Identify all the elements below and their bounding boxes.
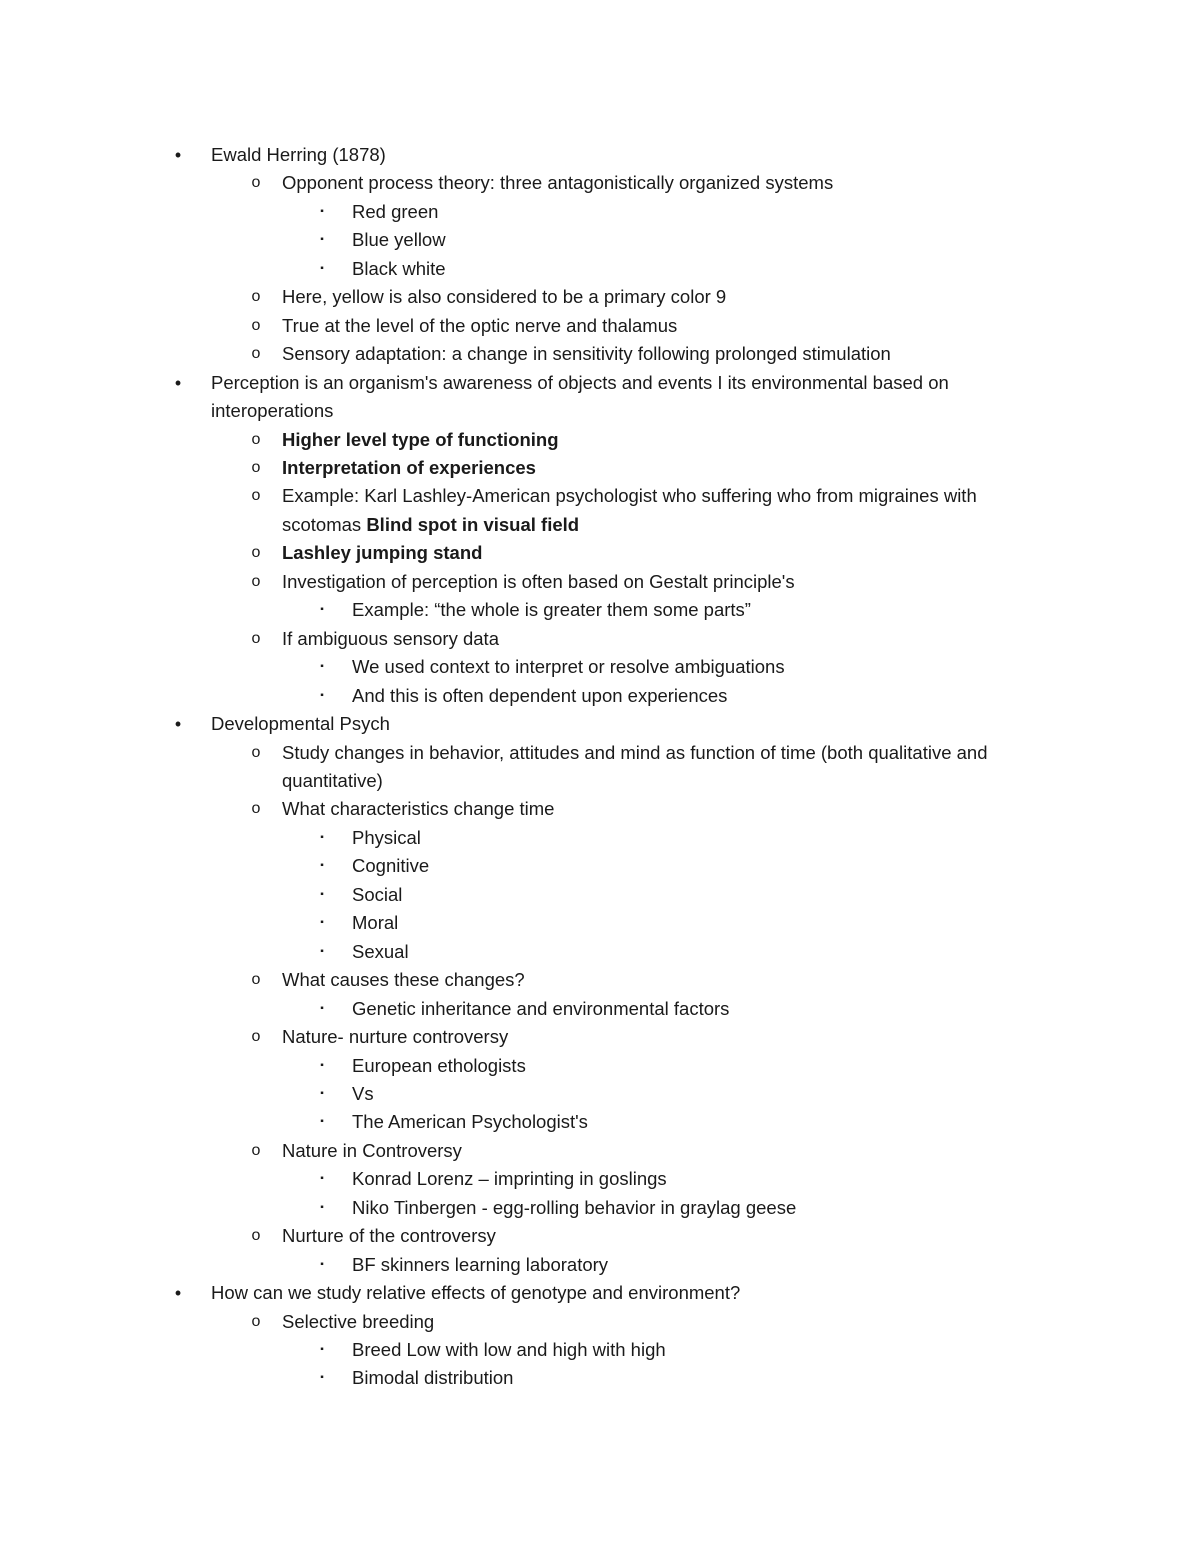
sub-sub-item: [0, 824, 1200, 852]
square-marker: ▪: [320, 1344, 324, 1356]
item-text: Sexual: [352, 940, 409, 962]
square-marker: ▪: [320, 1002, 324, 1014]
square-marker: ▪: [320, 1201, 324, 1213]
continuation-text: interoperations: [211, 400, 334, 422]
sub-sub-item: [0, 255, 1200, 283]
sub-sub-item: [0, 226, 1200, 254]
item-text: If ambiguous sensory data: [282, 627, 499, 649]
sub-sub-item: [0, 1052, 1200, 1080]
sub-item: [0, 1308, 1200, 1336]
item-text: Developmental Psych: [211, 713, 390, 735]
square-marker: ▪: [320, 860, 324, 872]
item-text: Selective breeding: [282, 1310, 435, 1332]
item-text: How can we study relative effects of genotype and environment?: [211, 1282, 741, 1304]
sub-item: [0, 625, 1200, 653]
item-text: Perception is an organism's awareness of objects and events I its environmental based on: [211, 371, 949, 393]
bullet-marker: •: [174, 372, 182, 393]
item-text: Physical: [352, 826, 421, 848]
item-text: Lashley jumping stand: [282, 542, 483, 564]
circle-marker: o: [251, 743, 261, 761]
sub-sub-item: [0, 1165, 1200, 1193]
sub-sub-item: [0, 1108, 1200, 1136]
item-text: Study changes in behavior, attitudes and mind as function of time (both qualitative and: [282, 741, 988, 763]
square-marker: ▪: [320, 1372, 324, 1384]
circle-marker: o: [251, 174, 261, 192]
item-text: Nature in Controversy: [282, 1139, 462, 1161]
item-text: Ewald Herring (1878): [211, 144, 386, 165]
square-marker: ▪: [320, 1173, 324, 1185]
circle-marker: o: [251, 288, 261, 306]
square-marker: ▪: [320, 1087, 324, 1099]
sub-item: [0, 795, 1200, 823]
circle-marker: o: [251, 458, 261, 476]
bullet-marker: •: [174, 714, 182, 735]
item-text: Red green: [352, 200, 439, 222]
bullet-item: [0, 141, 1200, 169]
square-marker: ▪: [320, 1059, 324, 1071]
circle-marker: o: [251, 1227, 261, 1245]
item-text: And this is often dependent upon experiences: [352, 684, 728, 706]
square-marker: ▪: [320, 1258, 324, 1270]
square-marker: ▪: [320, 205, 324, 217]
item-text: Nurture of the controversy: [282, 1225, 496, 1247]
item-text: Nature- nurture controversy: [282, 1026, 509, 1048]
sub-sub-item: [0, 995, 1200, 1023]
item-text: Example: “the whole is greater them some parts”: [352, 599, 751, 621]
circle-marker: o: [251, 1028, 261, 1046]
bullet-marker: •: [174, 1283, 182, 1304]
circle-marker: o: [251, 800, 261, 818]
item-text: Social: [352, 883, 403, 905]
sub-item: [0, 426, 1200, 454]
sub-sub-item: [0, 1194, 1200, 1222]
square-marker: ▪: [320, 234, 324, 246]
square-marker: ▪: [320, 604, 324, 616]
item-text: Sensory adaptation: a change in sensitivity following prolonged stimulation: [282, 343, 891, 365]
item-text: Bimodal distribution: [352, 1367, 514, 1389]
sub-item: [0, 568, 1200, 596]
square-marker: ▪: [320, 888, 324, 900]
circle-marker: o: [251, 572, 261, 590]
sub-sub-item: [0, 1364, 1200, 1392]
item-text: Blue yellow: [352, 229, 446, 251]
continuation-text: scotomas: [282, 513, 367, 535]
sub-sub-item: [0, 881, 1200, 909]
square-marker: ▪: [320, 689, 324, 701]
sub-item: [0, 1023, 1200, 1051]
circle-marker: o: [251, 1141, 261, 1159]
circle-marker: o: [251, 971, 261, 989]
item-text: The American Psychologist's: [352, 1111, 588, 1133]
square-marker: ▪: [320, 262, 324, 274]
item-text: What causes these changes?: [282, 969, 525, 991]
sub-item: [0, 169, 1200, 197]
bullet-item: [0, 710, 1200, 738]
item-text: We used context to interpret or resolve ambiguations: [352, 656, 785, 678]
item-text: Niko Tinbergen - egg-rolling behavior in graylag geese: [352, 1196, 797, 1218]
continuation-text: quantitative): [282, 769, 383, 791]
square-marker: ▪: [320, 1116, 324, 1128]
sub-item: [0, 539, 1200, 567]
item-text: Here, yellow is also considered to be a primary color 9: [282, 286, 727, 308]
sub-sub-item: [0, 1336, 1200, 1364]
circle-marker: o: [251, 345, 261, 363]
sub-sub-item: [0, 1080, 1200, 1108]
circle-marker: o: [251, 544, 261, 562]
document-body: [0, 141, 1200, 1393]
sub-item: [0, 1222, 1200, 1250]
item-continuation: [282, 767, 1200, 795]
sub-item: [0, 312, 1200, 340]
item-text: Interpretation of experiences: [282, 456, 536, 478]
continuation-bold-text: Blind spot in visual field: [366, 513, 580, 535]
item-text: Konrad Lorenz – imprinting in goslings: [352, 1168, 667, 1190]
sub-sub-item: [0, 682, 1200, 710]
bullet-item: [0, 1279, 1200, 1307]
sub-item: [0, 454, 1200, 482]
item-text: Genetic inheritance and environmental factors: [352, 997, 730, 1019]
item-text: BF skinners learning laboratory: [352, 1253, 609, 1275]
item-text: Example: Karl Lashley-American psychologist who suffering who from migraines with: [282, 485, 977, 507]
sub-item: [0, 283, 1200, 311]
circle-marker: o: [251, 1312, 261, 1330]
item-text: Cognitive: [352, 855, 430, 877]
item-text: Moral: [352, 912, 399, 934]
item-text: Higher level type of functioning: [282, 428, 559, 450]
item-text: Vs: [352, 1082, 374, 1104]
item-text: Breed Low with low and high with high: [352, 1339, 666, 1361]
bullet-marker: •: [174, 145, 182, 165]
circle-marker: o: [251, 629, 261, 647]
circle-marker: o: [251, 430, 261, 448]
sub-item: [0, 739, 1200, 796]
item-text: Black white: [352, 257, 446, 279]
item-continuation: [282, 511, 1200, 539]
square-marker: ▪: [320, 661, 324, 673]
item-text: European ethologists: [352, 1054, 526, 1076]
sub-sub-item: [0, 852, 1200, 880]
item-text: Investigation of perception is often based on Gestalt principle's: [282, 570, 795, 592]
item-continuation: [211, 397, 1200, 425]
item-text: True at the level of the optic nerve and thalamus: [282, 314, 678, 336]
bullet-item: [0, 369, 1200, 426]
sub-sub-item: [0, 909, 1200, 937]
square-marker: ▪: [320, 917, 324, 929]
sub-sub-item: [0, 653, 1200, 681]
square-marker: ▪: [320, 831, 324, 843]
item-text: Opponent process theory: three antagonistically organized systems: [282, 172, 834, 194]
sub-item: [0, 1137, 1200, 1165]
sub-sub-item: [0, 198, 1200, 226]
square-marker: ▪: [320, 945, 324, 957]
circle-marker: o: [251, 316, 261, 334]
sub-item: [0, 340, 1200, 368]
sub-sub-item: [0, 596, 1200, 624]
sub-sub-item: [0, 1251, 1200, 1279]
circle-marker: o: [251, 487, 261, 505]
item-text: What characteristics change time: [282, 798, 555, 820]
sub-item: [0, 482, 1200, 539]
sub-sub-item: [0, 938, 1200, 966]
sub-item: [0, 966, 1200, 994]
